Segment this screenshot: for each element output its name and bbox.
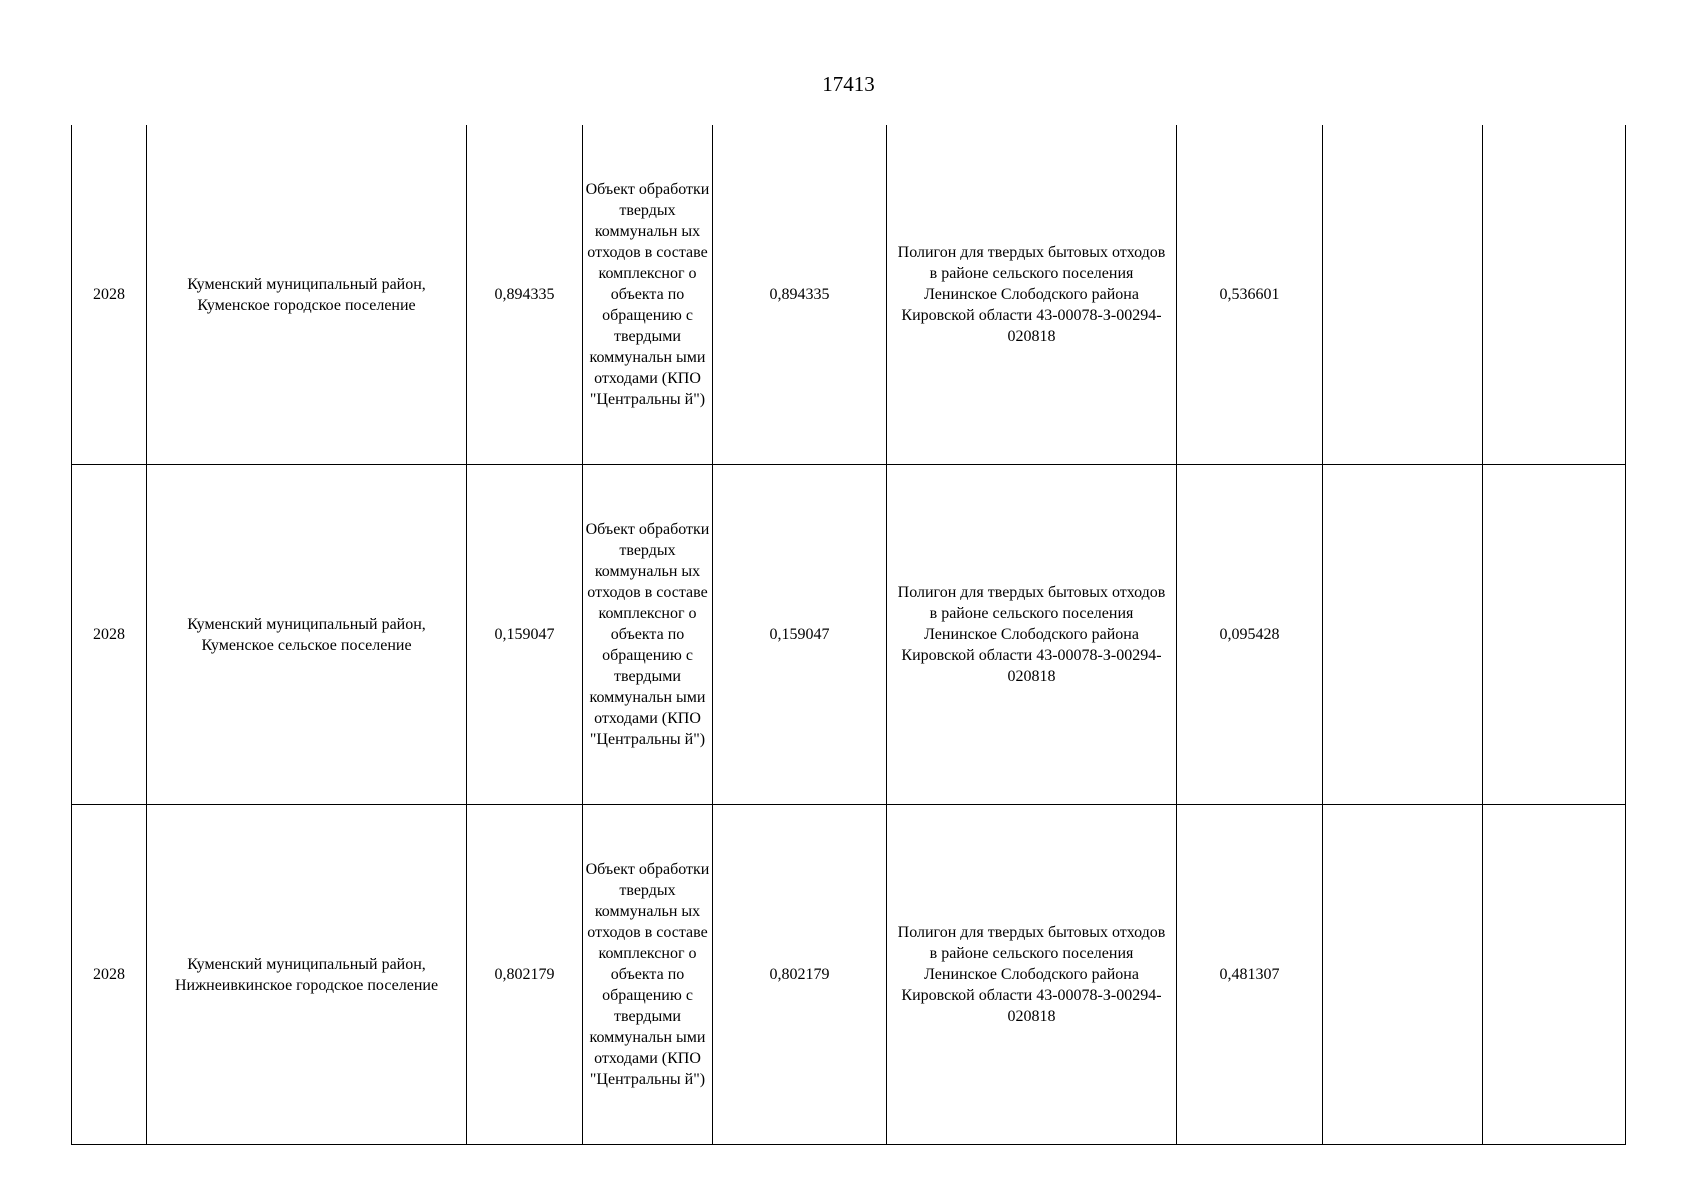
cell-mass-landfill: 0,481307 — [1177, 805, 1323, 1145]
cell-municipality: Куменский муниципальный район, Куменское сельское поселение — [147, 465, 467, 805]
cell-mass-object: 0,159047 — [713, 465, 887, 805]
page-number: 17413 — [822, 72, 875, 96]
cell-mass-landfill: 0,536601 — [1177, 125, 1323, 465]
cell-landfill: Полигон для твердых бытовых отходов в районе сельского поселения Ленинское Слободского района Кировской области 43-00078-З-00294-020818 — [887, 805, 1177, 1145]
cell-col9 — [1483, 465, 1626, 805]
cell-col8 — [1323, 465, 1483, 805]
cell-col8 — [1323, 125, 1483, 465]
cell-mass-landfill: 0,095428 — [1177, 465, 1323, 805]
cell-col9 — [1483, 125, 1626, 465]
cell-year: 2028 — [72, 125, 147, 465]
cell-landfill: Полигон для твердых бытовых отходов в районе сельского поселения Ленинское Слободского района Кировской области 43-00078-З-00294-020818 — [887, 465, 1177, 805]
table-row — [72, 465, 1626, 805]
cell-col8 — [1323, 805, 1483, 1145]
cell-mass-total: 0,894335 — [467, 125, 583, 465]
cell-year: 2028 — [72, 805, 147, 1145]
cell-processing-object: Объект обработки твердых коммунальн ых отходов в составе комплексног о объекта по обращению с твердыми коммунальн ыми отходами (КПО "Центральны й") — [583, 125, 713, 465]
cell-mass-object: 0,802179 — [713, 805, 887, 1145]
cell-mass-total: 0,802179 — [467, 805, 583, 1145]
cell-processing-object: Объект обработки твердых коммунальн ых отходов в составе комплексног о объекта по обращению с твердыми коммунальн ыми отходами (КПО "Центральны й") — [583, 465, 713, 805]
cell-landfill: Полигон для твердых бытовых отходов в районе сельского поселения Ленинское Слободского района Кировской области 43-00078-З-00294-020818 — [887, 125, 1177, 465]
cell-municipality: Куменский муниципальный район, Нижнеивкинское городское поселение — [147, 805, 467, 1145]
cell-year: 2028 — [72, 465, 147, 805]
cell-municipality: Куменский муниципальный район, Куменское городское поселение — [147, 125, 467, 465]
cell-processing-object: Объект обработки твердых коммунальн ых отходов в составе комплексног о объекта по обращению с твердыми коммунальн ыми отходами (КПО "Центральны й") — [583, 805, 713, 1145]
cell-mass-total: 0,159047 — [467, 465, 583, 805]
cell-mass-object: 0,894335 — [713, 125, 887, 465]
cell-col9 — [1483, 805, 1626, 1145]
table-row — [72, 805, 1626, 1145]
table-row — [72, 125, 1626, 465]
waste-flow-table — [71, 125, 1626, 1145]
